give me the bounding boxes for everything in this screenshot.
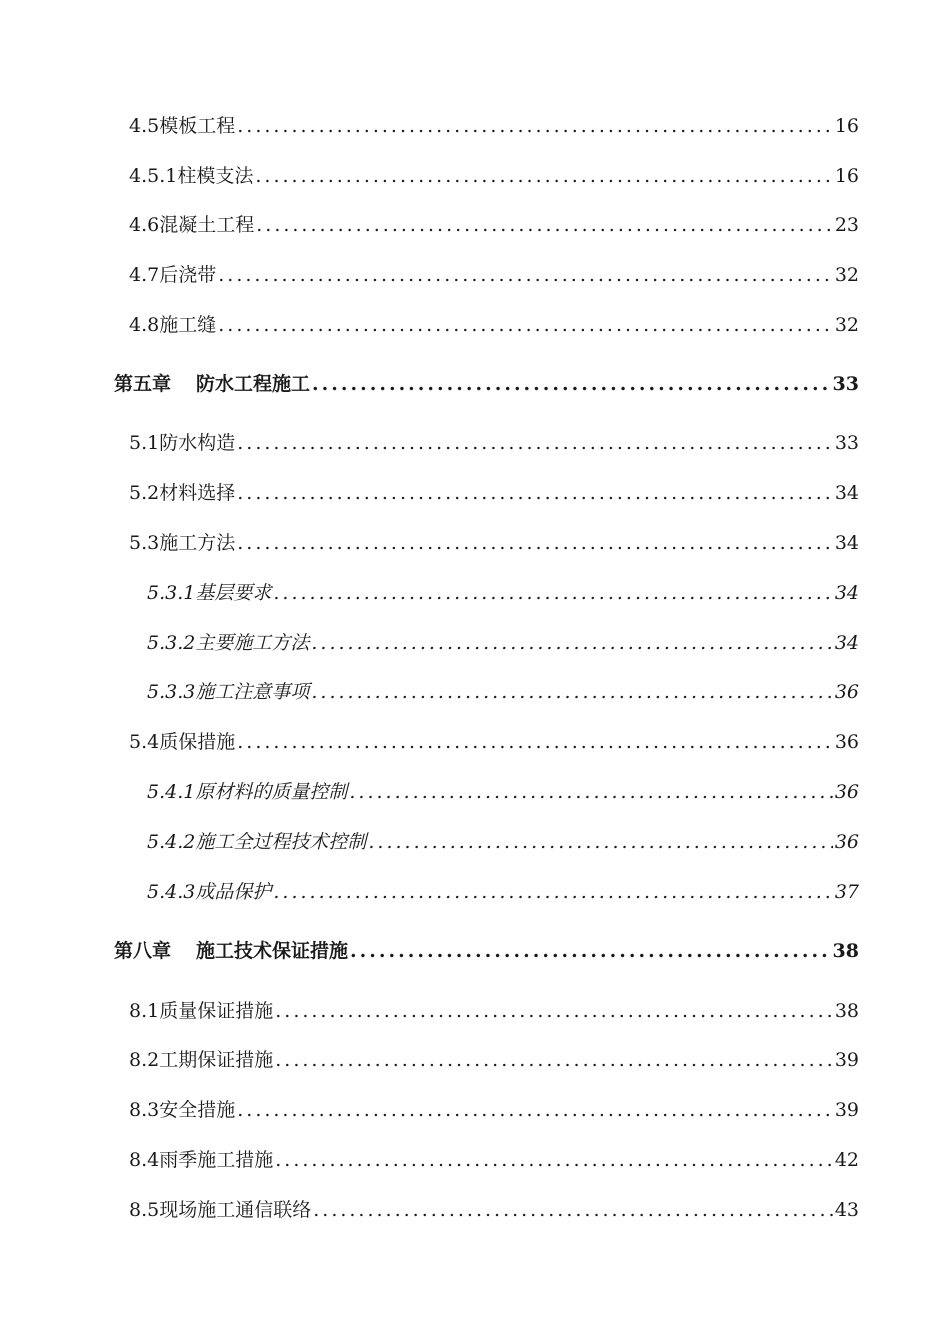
dot-leader [350, 936, 831, 966]
toc-entry-page: 34 [834, 582, 859, 604]
toc-entry-title: 模板工程 [159, 115, 236, 137]
toc-entry-number: 8.1 [129, 1000, 160, 1022]
toc-chapter-number: 第八章 [114, 940, 172, 962]
toc-chapter-title: 施工技术保证措施 [196, 940, 349, 962]
toc-entry-title: 后浇带 [159, 264, 217, 286]
toc-entry-page: 36 [834, 831, 859, 853]
dot-leader [237, 478, 833, 508]
dot-leader [218, 310, 833, 340]
toc-entry[interactable] [0, 478, 950, 508]
toc-chapter-number: 第五章 [114, 373, 172, 395]
toc-entry-page: 42 [834, 1149, 859, 1171]
dot-leader [312, 369, 831, 399]
dot-leader [237, 428, 833, 458]
toc-entry-number: 5.4 [129, 731, 160, 753]
toc-entry[interactable] [0, 111, 950, 141]
toc-subentry[interactable] [0, 677, 950, 707]
toc-entry-number: 5.3.2 [147, 632, 196, 654]
toc-entry[interactable] [0, 1145, 950, 1175]
dot-leader [237, 1095, 833, 1125]
dot-leader [275, 1145, 833, 1175]
toc-chapter-title: 防水工程施工 [196, 373, 311, 395]
toc-entry-page: 16 [834, 165, 859, 187]
toc-entry[interactable] [0, 1045, 950, 1075]
toc-entry-title: 原材料的质量控制 [195, 781, 348, 803]
toc-entry-title: 质量保证措施 [159, 1000, 274, 1022]
toc-entry-title: 施工全过程技术控制 [195, 831, 367, 853]
toc-subentry[interactable] [0, 827, 950, 857]
dot-leader [218, 260, 833, 290]
toc-entry-number: 4.8 [129, 314, 160, 336]
dot-leader [313, 1195, 833, 1225]
dot-leader [349, 777, 832, 807]
dot-leader [275, 1045, 833, 1075]
dot-leader [311, 628, 832, 658]
dot-leader [256, 210, 833, 240]
toc-entry-title: 施工注意事项 [195, 681, 310, 703]
dot-leader [255, 161, 832, 191]
toc-entry-page: 33 [832, 373, 859, 395]
toc-entry-number: 8.4 [129, 1149, 160, 1171]
toc-entry-number: 5.2 [129, 482, 160, 504]
toc-entry-number: 5.4.2 [147, 831, 196, 853]
toc-entry-page: 37 [834, 881, 859, 903]
dot-leader [273, 877, 832, 907]
toc-entry-title: 基层要求 [195, 582, 272, 604]
toc-entry[interactable] [0, 727, 950, 757]
toc-entry-number: 5.4.1 [147, 781, 196, 803]
toc-entry-page: 38 [834, 1000, 859, 1022]
toc-entry-number: 4.6 [129, 214, 160, 236]
toc-entry-title: 主要施工方法 [195, 632, 310, 654]
toc-entry-title: 柱模支法 [177, 165, 254, 187]
dot-leader [237, 727, 833, 757]
toc-entry-page: 43 [834, 1199, 859, 1221]
toc-entry-page: 16 [834, 115, 859, 137]
toc-entry-title: 成品保护 [195, 881, 272, 903]
toc-entry-number: 8.2 [129, 1049, 160, 1071]
toc-entry-number: 8.3 [129, 1099, 160, 1121]
toc-entry-page: 34 [834, 532, 859, 554]
toc-entry-page: 34 [834, 632, 859, 654]
dot-leader [368, 827, 832, 857]
toc-entry-title: 混凝土工程 [159, 214, 255, 236]
toc-entry-title: 材料选择 [159, 482, 236, 504]
toc-entry-title: 现场施工通信联络 [159, 1199, 312, 1221]
toc-entry-number: 4.5 [129, 115, 160, 137]
toc-entry-title: 施工缝 [159, 314, 217, 336]
toc-entry-number: 4.7 [129, 264, 160, 286]
toc-entry-page: 23 [834, 214, 859, 236]
toc-entry-number: 5.1 [129, 432, 160, 454]
dot-leader [273, 578, 832, 608]
toc-entry-page: 39 [834, 1049, 859, 1071]
toc-entry-page: 36 [834, 731, 859, 753]
toc-entry-page: 32 [834, 264, 859, 286]
toc-entry-number: 5.3.1 [147, 582, 196, 604]
dot-leader [237, 528, 833, 558]
toc-entry-title: 质保措施 [159, 731, 236, 753]
toc-entry[interactable] [0, 996, 950, 1026]
toc-entry-number: 5.3.3 [147, 681, 196, 703]
toc-chapter-entry[interactable] [0, 936, 950, 966]
toc-entry-number: 8.5 [129, 1199, 160, 1221]
toc-entry-page: 36 [834, 681, 859, 703]
toc-entry-page: 39 [834, 1099, 859, 1121]
toc-entry-page: 32 [834, 314, 859, 336]
toc-entry[interactable] [0, 528, 950, 558]
dot-leader [311, 677, 832, 707]
toc-entry[interactable] [0, 260, 950, 290]
toc-entry-page: 33 [834, 432, 859, 454]
toc-entry-title: 施工方法 [159, 532, 236, 554]
toc-subentry[interactable] [0, 877, 950, 907]
toc-entry[interactable] [0, 210, 950, 240]
toc-entry-title: 工期保证措施 [159, 1049, 274, 1071]
toc-subentry[interactable] [0, 578, 950, 608]
toc-entry[interactable] [0, 428, 950, 458]
toc-entry-title: 安全措施 [159, 1099, 236, 1121]
dot-leader [237, 111, 833, 141]
dot-leader [275, 996, 833, 1026]
toc-entry-number: 5.3 [129, 532, 160, 554]
toc-entry[interactable] [0, 1195, 950, 1225]
toc-chapter-entry[interactable] [0, 369, 950, 399]
toc-entry[interactable] [0, 310, 950, 340]
toc-subentry[interactable] [0, 777, 950, 807]
toc-entry-page: 38 [832, 940, 859, 962]
toc-entry-number: 5.4.3 [147, 881, 196, 903]
toc-entry-number: 4.5.1 [129, 165, 178, 187]
toc-entry-page: 34 [834, 482, 859, 504]
toc-entry[interactable] [0, 1095, 950, 1125]
toc-entry[interactable] [0, 161, 950, 191]
toc-entry-page: 36 [834, 781, 859, 803]
toc-subentry[interactable] [0, 628, 950, 658]
toc-entry-title: 雨季施工措施 [159, 1149, 274, 1171]
toc-entry-title: 防水构造 [159, 432, 236, 454]
